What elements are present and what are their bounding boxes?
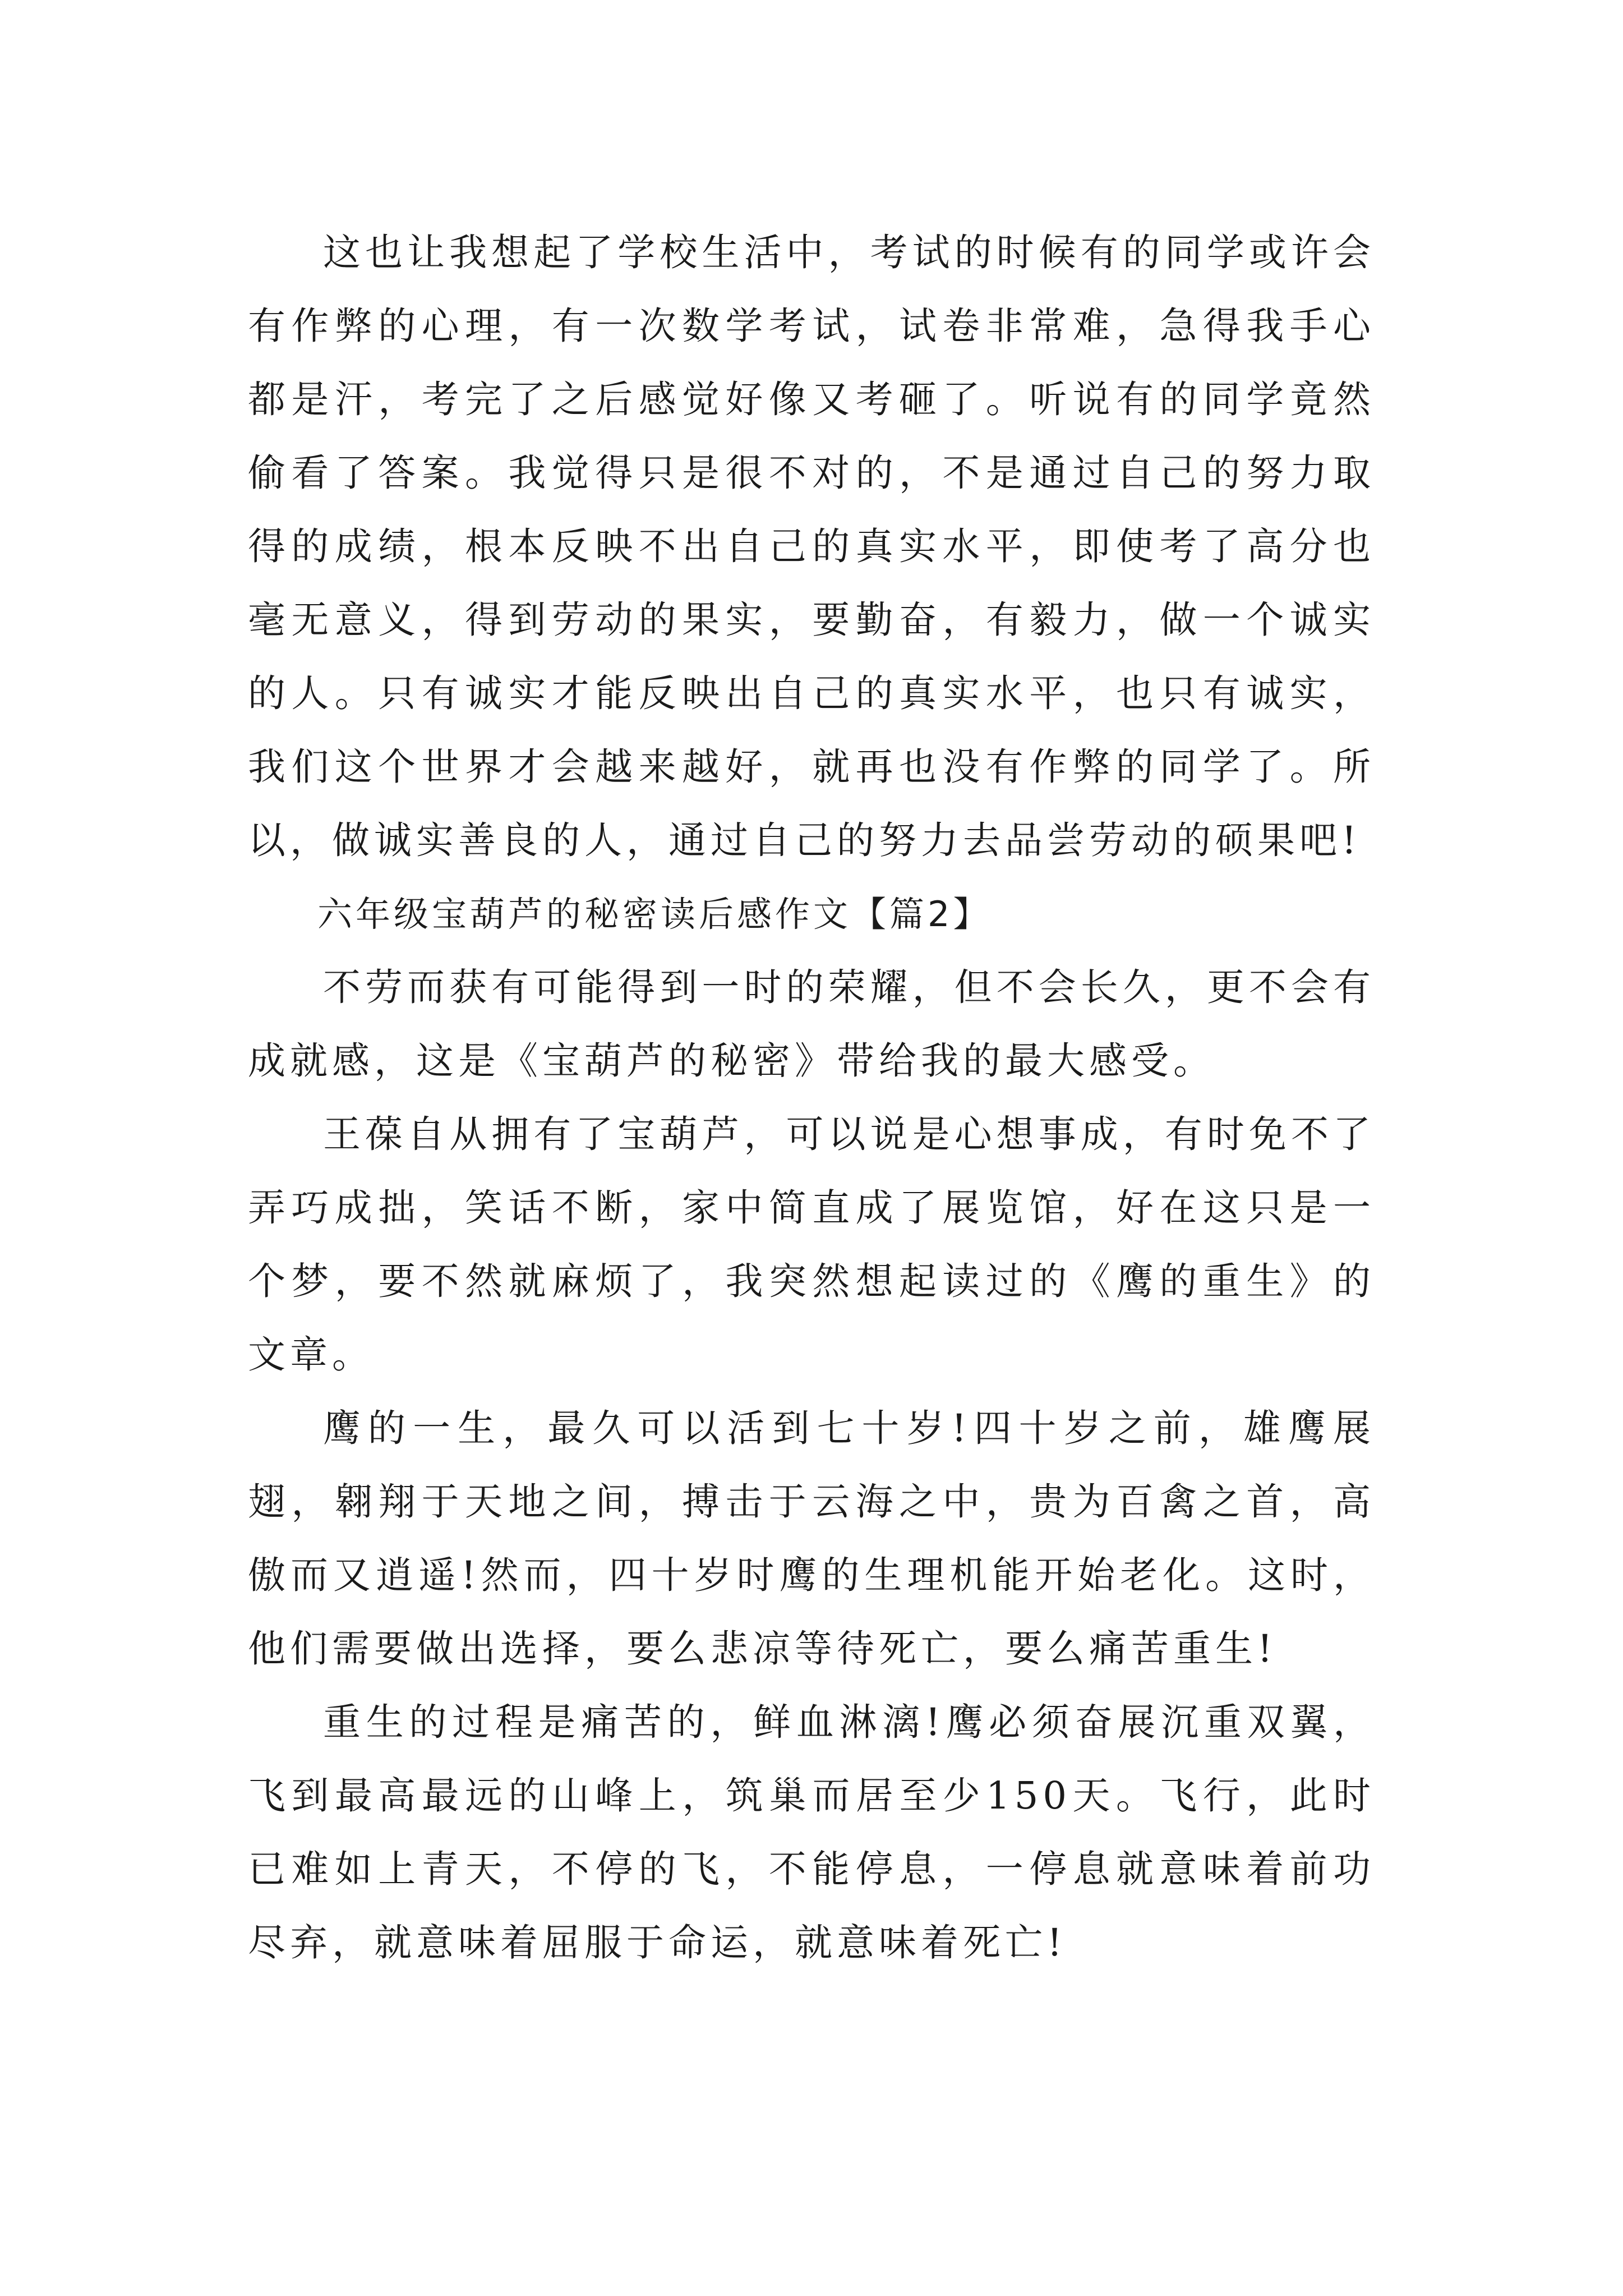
section-heading: 六年级宝葫芦的秘密读后感作文【篇2】 bbox=[317, 894, 992, 935]
paragraph-exam-honesty: 这也让我想起了学校生活中，考试的时候有的同学或许会有作弊的心理，有一次数学考试，试卷非常难，急得我手心都是汗，考完了之后感觉好像又考砸了。听说有的同学竟然偷看了答案。我觉得只是很不对的，不是通过自己的努力取得的成绩，根本反映不出自己的真实水平，即使考了高分也毫无意义，得到劳动的果实，要勤奋，有毅力，做一个诚实的人。只有诚实才能反映出自己的真实水平，也只有诚实，我们这个世界才会越来越好，就再也没有作弊的同学了。所以，做诚实善良的人，通过自己的努力去品尝劳动的硕果吧! bbox=[248, 231, 1375, 862]
document-body bbox=[248, 216, 1375, 1980]
paragraph-intro: 不劳而获有可能得到一时的荣耀，但不会长久，更不会有成就感，这是《宝葫芦的秘密》带给我的最大感受。 bbox=[248, 965, 1375, 1083]
paragraph-eagle-rebirth: 重生的过程是痛苦的，鲜血淋漓!鹰必须奋展沉重双翼，飞到最高最远的山峰上，筑巢而居至少150天。飞行，此时已难如上青天，不停的飞，不能停息，一停息就意味着前功尽弃，就意味着屈服于命运，就意味着死亡! bbox=[248, 1700, 1375, 1964]
paragraph-eagle-life: 鹰的一生，最久可以活到七十岁!四十岁之前，雄鹰展翅，翱翔于天地之间，搏击于云海之中，贵为百禽之首，高傲而又逍遥!然而，四十岁时鹰的生理机能开始老化。这时，他们需要做出选择，要么悲凉等待死亡，要么痛苦重生! bbox=[248, 1406, 1376, 1671]
paragraph-wangbao: 王葆自从拥有了宝葫芦，可以说是心想事成，有时免不了弄巧成拙，笑话不断，家中简直成了展览馆，好在这只是一个梦，要不然就麻烦了，我突然想起读过的《鹰的重生》的文章。 bbox=[248, 1112, 1375, 1377]
